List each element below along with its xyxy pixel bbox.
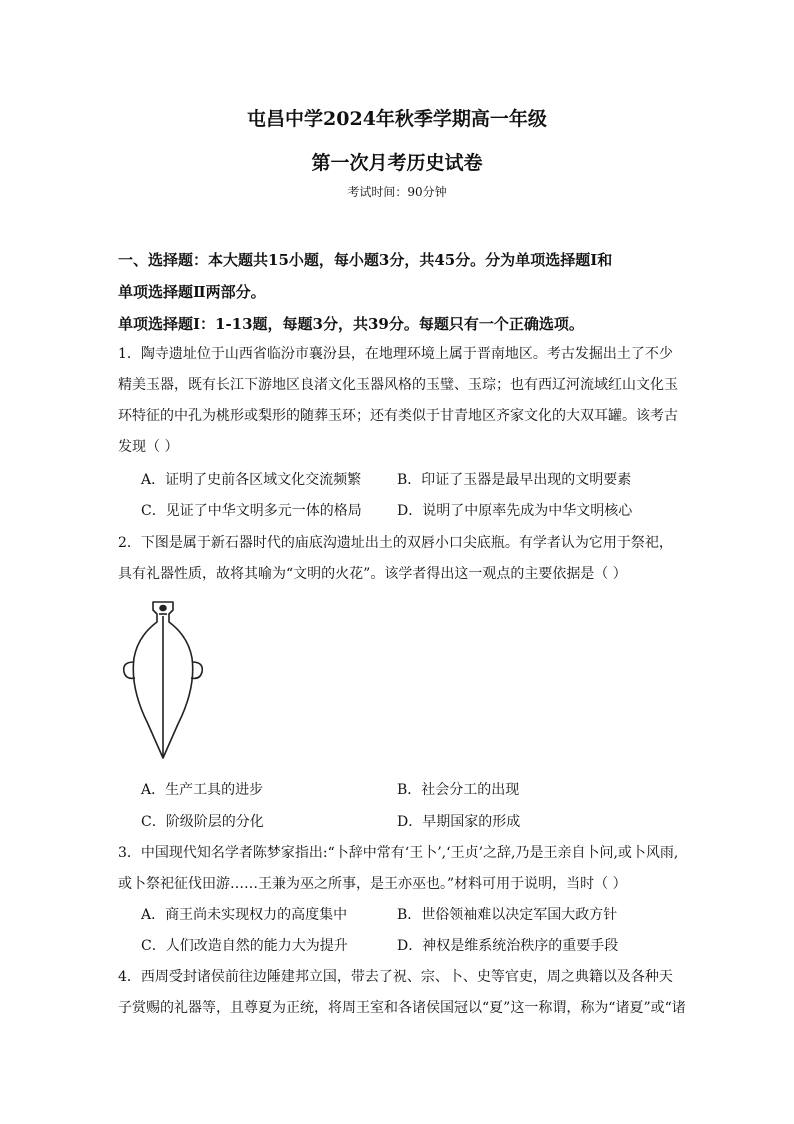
question-3-option-d: D．神权是维系统治秩序的重要手段 [397,938,619,954]
section-heading-line1: 一、选择题：本大题共15小题，每小题3分，共45分。分为单项选择题I和 [118,251,613,269]
pointed-bottom-bottle-figure [118,596,212,764]
question-2-option-b: B．社会分工的出现 [397,782,520,798]
section-heading-line2: 单项选择题Ⅱ两部分。 [118,283,266,301]
question-2-option-c: C．阶级阶层的分化 [141,814,264,830]
question-3-line-1: 3．中国现代知名学者陈梦家指出:“卜辞中常有‘王卜’,‘王贞’之辞,乃是王亲自卜问,或卜风雨, [118,845,679,861]
question-3-option-b: B．世俗领袖难以决定军国大政方针 [397,907,618,923]
section-sub-heading: 单项选择题I：1-13题，每题3分，共39分。每题只有一个正确选项。 [118,315,584,333]
question-1-option-d: D．说明了中原率先成为中华文明核心 [397,503,633,519]
exam-time: 考试时间：90分钟 [347,185,447,199]
question-2-option-d: D．早期国家的形成 [397,814,521,830]
question-1-line-1: 1．陶寺遗址位于山西省临汾市襄汾县，在地理环境上属于晋南地区。考古发掘出土了不少 [118,346,673,362]
question-1-line-3: 环特征的中孔为桃形或梨形的随葬玉环；还有类似于甘青地区齐家文化的大双耳罐。该考古 [118,408,678,424]
question-1-line-4: 发现（ ） [118,439,179,455]
question-2-line-2: 具有礼器性质，故将其喻为“文明的火花”。该学者得出这一观点的主要依据是（ ） [118,566,627,582]
question-3-option-a: A．商王尚未实现权力的高度集中 [141,907,348,923]
question-1-option-c: C．见证了中华文明多元一体的格局 [141,503,362,519]
question-4-line-1: 4．西周受封诸侯前往边陲建邦立国，带去了祝、宗、卜、史等官吏，周之典籍以及各种天 [118,969,673,985]
question-1-line-2: 精美玉器，既有长江下游地区良渚文化玉器风格的玉璧、玉琮；也有西辽河流域红山文化玉 [118,377,678,393]
exam-title-line2: 第一次月考历史试卷 [311,152,483,174]
question-3-line-2: 或卜祭祀征伐田游……王兼为巫之所事，是王亦巫也。”材料可用于说明，当时（ ） [118,876,627,892]
question-2-option-a: A．生产工具的进步 [141,782,264,798]
exam-title-line1: 屯昌中学2024年秋季学期高一年级 [247,108,547,130]
question-1-option-a: A．证明了史前各区域文化交流频繁 [141,472,362,488]
question-4-line-2: 子赏赐的礼器等，且尊夏为正统，将周王室和各诸侯国冠以“夏”这一称谓，称为“诸夏”或“诸 [118,1000,686,1016]
question-3-option-c: C．人们改造自然的能力大为提升 [141,938,348,954]
question-2-line-1: 2．下图是属于新石器时代的庙底沟遗址出土的双唇小口尖底瓶。有学者认为它用于祭祀， [118,535,673,551]
question-1-option-b: B．印证了玉器是最早出现的文明要素 [397,472,632,488]
